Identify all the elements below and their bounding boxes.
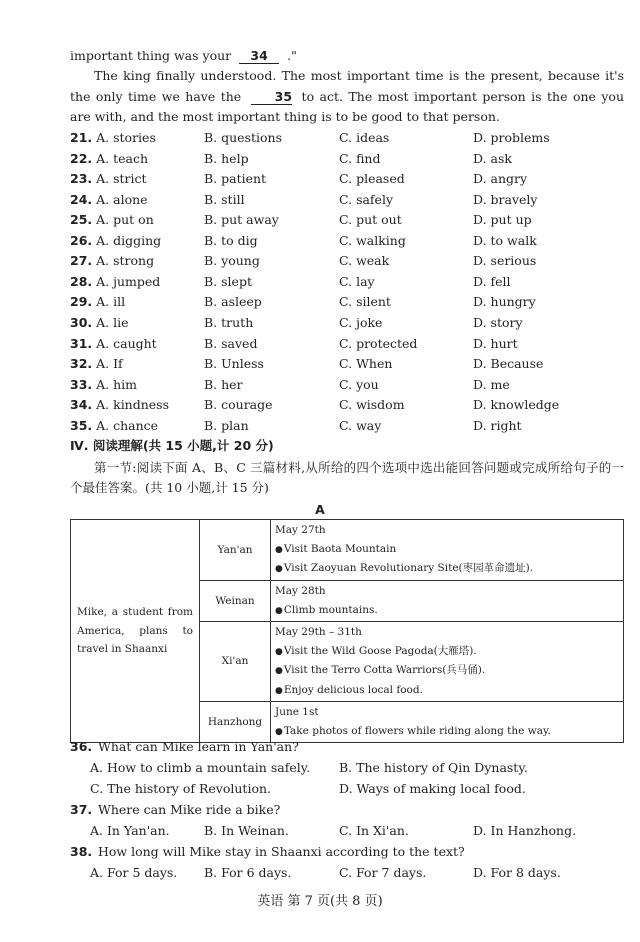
activity-item: ● Visit Zaoyuan Revolutionary Site(枣园革命遗址). [275, 559, 619, 579]
option-d: D. knowledge [473, 397, 560, 413]
question-row [70, 272, 630, 293]
activity-item: ● Take photos of flowers while riding along the way. [275, 722, 619, 742]
passage-text: to act. The most important person is the one you are with, and the most important thing is to be good to that person. [70, 88, 625, 125]
option-c: C. silent [339, 294, 391, 310]
options-row [90, 863, 630, 884]
plan-cell [71, 520, 200, 743]
part-label: A [315, 502, 325, 517]
date: May 28th [275, 585, 326, 597]
option-b: B. asleep [204, 294, 262, 310]
question-text: What can Mike learn in Yan'an? [98, 739, 299, 754]
option-c: C. protected [339, 335, 418, 351]
option-a: A. chance [96, 417, 159, 433]
option-a: A. kindness [96, 397, 170, 413]
question-number: 21. [70, 130, 93, 145]
city-cell: Xi'an [200, 622, 271, 702]
option-b: B. saved [204, 335, 258, 351]
option-b[interactable]: B. The history of Qin Dynasty. [339, 760, 528, 775]
question-number-and-option-a [70, 190, 148, 211]
question-row [70, 416, 630, 437]
question-row [70, 251, 630, 272]
option-b: B. courage [204, 397, 273, 413]
option-d: D. right [473, 417, 522, 433]
question-number: 22. [70, 150, 93, 166]
option-d: D. problems [473, 130, 550, 145]
option-b[interactable]: B. For 6 days. [204, 865, 292, 880]
option-c: C. pleased [339, 171, 405, 187]
option-a: A. caught [96, 335, 157, 351]
option-a: A. teach [96, 150, 149, 166]
question-number: 35. [70, 417, 93, 433]
plan-text: Mike, a student from America, plans to travel in Shaanxi [77, 606, 193, 656]
table-row [71, 520, 624, 581]
option-a: A. him [96, 376, 138, 392]
option-d: D. angry [473, 171, 528, 187]
option-a: A. jumped [96, 273, 161, 289]
activity-item: ● Enjoy delicious local food. [275, 681, 619, 701]
option-a: A. stories [96, 130, 156, 145]
page-footer: 英语 第 7 页(共 8 页) [257, 894, 383, 909]
option-c: C. joke [339, 314, 383, 330]
question-number: 24. [70, 191, 93, 207]
question-number-and-option-a [70, 251, 154, 272]
option-c[interactable]: C. In Xi'an. [339, 823, 409, 838]
question-row [70, 354, 630, 375]
question-row [70, 149, 630, 170]
option-b: B. plan [204, 417, 249, 433]
question-number: 38. [70, 844, 93, 859]
option-b: B. her [204, 376, 243, 392]
question-stem [70, 737, 630, 758]
option-b: B. to dig [204, 232, 258, 248]
question-number: 34. [70, 397, 93, 413]
question-row [70, 231, 630, 252]
option-d: D. hurt [473, 335, 518, 351]
question-number-and-option-a [70, 231, 161, 252]
section-title: Ⅳ. 阅读理解(共 15 小题,计 20 分) [70, 438, 274, 453]
option-d: D. bravely [473, 191, 538, 207]
question-number: 26. [70, 232, 93, 248]
option-c: C. ideas [339, 130, 390, 145]
option-d: D. story [473, 314, 523, 330]
activity-item: ● Visit the Terro Cotta Warriors(兵马俑). [275, 661, 619, 681]
passage-text: important thing was your [70, 48, 232, 63]
option-a: A. digging [96, 232, 162, 248]
option-c: C. wisdom [339, 397, 405, 413]
question-number: 33. [70, 376, 93, 392]
blank-34: 34 [239, 49, 279, 64]
question-number-and-option-a [70, 395, 169, 416]
passage-text: ." [287, 48, 297, 63]
option-a: A. strict [96, 171, 147, 187]
option-a: A. alone [96, 191, 148, 207]
option-a: A. put on [96, 212, 154, 228]
option-b: B. patient [204, 171, 267, 187]
question-row [70, 292, 630, 313]
option-b[interactable]: B. In Weinan. [204, 823, 289, 838]
option-c: C. safely [339, 191, 394, 207]
option-b: B. still [204, 191, 245, 207]
passage-text: The king finally understood. The most important time is the present, because it's the only time we have the [70, 68, 624, 104]
question-number-and-option-a [70, 149, 148, 170]
travel-plan-table [70, 519, 624, 743]
option-b: B. put away [204, 212, 279, 228]
question-number-and-option-a [70, 169, 147, 190]
option-c: C. When [339, 356, 393, 372]
question-number: 23. [70, 171, 93, 187]
question-number-and-option-a [70, 416, 158, 437]
city-cell: Hanzhong [200, 702, 271, 743]
question-row [70, 334, 630, 355]
question-number: 29. [70, 294, 93, 310]
question-stem [70, 842, 630, 863]
option-b: B. Unless [204, 356, 264, 372]
question-row [70, 375, 630, 396]
question-number-and-option-a [70, 334, 157, 355]
option-c: C. weak [339, 253, 390, 269]
activity-item: ● Climb mountains. [275, 601, 619, 621]
option-a: A. ill [96, 294, 126, 310]
question-number-and-option-a [70, 313, 129, 334]
date: May 27th [275, 524, 326, 537]
question-text: Where can Mike ride a bike? [98, 802, 281, 817]
option-c[interactable]: C. For 7 days. [339, 865, 427, 880]
option-d: D. me [473, 376, 510, 392]
option-a[interactable]: A. For 5 days. [90, 865, 178, 880]
section-instruction: 第一节:阅读下面 A、B、C 三篇材料,从所给的四个选项中选出能回答问题或完成所给句子的一个最佳答案。(共 10 小题,计 15 分) [70, 460, 624, 495]
question-number-and-option-a [70, 354, 123, 375]
option-d: D. Because [473, 356, 544, 372]
question-row [70, 210, 630, 231]
option-c[interactable]: C. The history of Revolution. [90, 780, 271, 796]
option-d[interactable]: D. In Hanzhong. [473, 823, 577, 838]
option-b: B. young [204, 253, 260, 269]
option-b: B. slept [204, 273, 252, 289]
option-c: C. lay [339, 273, 375, 289]
blank-35: 35 [251, 90, 292, 105]
question-number: 25. [70, 212, 93, 228]
question-number: 28. [70, 273, 93, 289]
question-number: 36. [70, 739, 93, 754]
question-row [70, 313, 630, 334]
option-a: A. If [96, 356, 123, 372]
passage-line-1 [70, 46, 624, 67]
option-d: D. fell [473, 273, 511, 289]
option-d[interactable]: D. Ways of making local food. [339, 780, 526, 796]
question-number: 37. [70, 802, 93, 817]
option-c: C. way [339, 417, 382, 433]
question-row [70, 128, 630, 149]
question-number-and-option-a [70, 210, 154, 231]
question-number: 32. [70, 356, 93, 372]
option-c: C. you [339, 376, 379, 392]
option-a[interactable]: A. How to climb a mountain safely. [90, 760, 311, 775]
options-row [90, 821, 630, 842]
option-d: D. hungry [473, 294, 536, 310]
city-cell: Weinan [200, 581, 271, 622]
passage-paragraph [70, 66, 624, 128]
option-d[interactable]: D. For 8 days. [473, 865, 561, 880]
option-c: C. put out [339, 212, 402, 228]
question-number: 31. [70, 335, 93, 351]
activity-item: ● Visit Baota Mountain [275, 540, 619, 560]
option-a[interactable]: A. In Yan'an. [90, 823, 170, 838]
option-d: D. ask [473, 150, 512, 166]
option-c: C. find [339, 150, 381, 166]
question-row [70, 169, 630, 190]
options-row [90, 758, 630, 779]
detail-cell [271, 622, 624, 702]
question-number: 27. [70, 253, 93, 269]
question-row [70, 395, 630, 416]
detail-cell [271, 520, 624, 581]
question-text: How long will Mike stay in Shaanxi according to the text? [98, 844, 465, 859]
question-number-and-option-a [70, 375, 137, 396]
option-b: B. help [204, 150, 249, 166]
question-number-and-option-a [70, 292, 125, 313]
option-b: B. questions [204, 130, 283, 145]
question-stem [70, 800, 630, 821]
options-row [90, 779, 630, 800]
question-number-and-option-a [70, 272, 160, 293]
option-a: A. lie [96, 314, 129, 330]
date: June 1st [275, 706, 319, 718]
activity-item: ● Visit the Wild Goose Pagoda(大雁塔). [275, 642, 619, 662]
question-number: 30. [70, 314, 93, 330]
date: May 29th – 31th [275, 626, 362, 638]
option-c: C. walking [339, 232, 406, 248]
option-a: A. strong [96, 253, 155, 269]
option-d: D. to walk [473, 232, 537, 248]
option-d: D. put up [473, 212, 532, 228]
option-b: B. truth [204, 314, 254, 330]
option-d: D. serious [473, 253, 537, 269]
detail-cell [271, 581, 624, 622]
city-cell: Yan'an [200, 520, 271, 581]
question-number-and-option-a [70, 128, 156, 149]
question-row [70, 190, 630, 211]
